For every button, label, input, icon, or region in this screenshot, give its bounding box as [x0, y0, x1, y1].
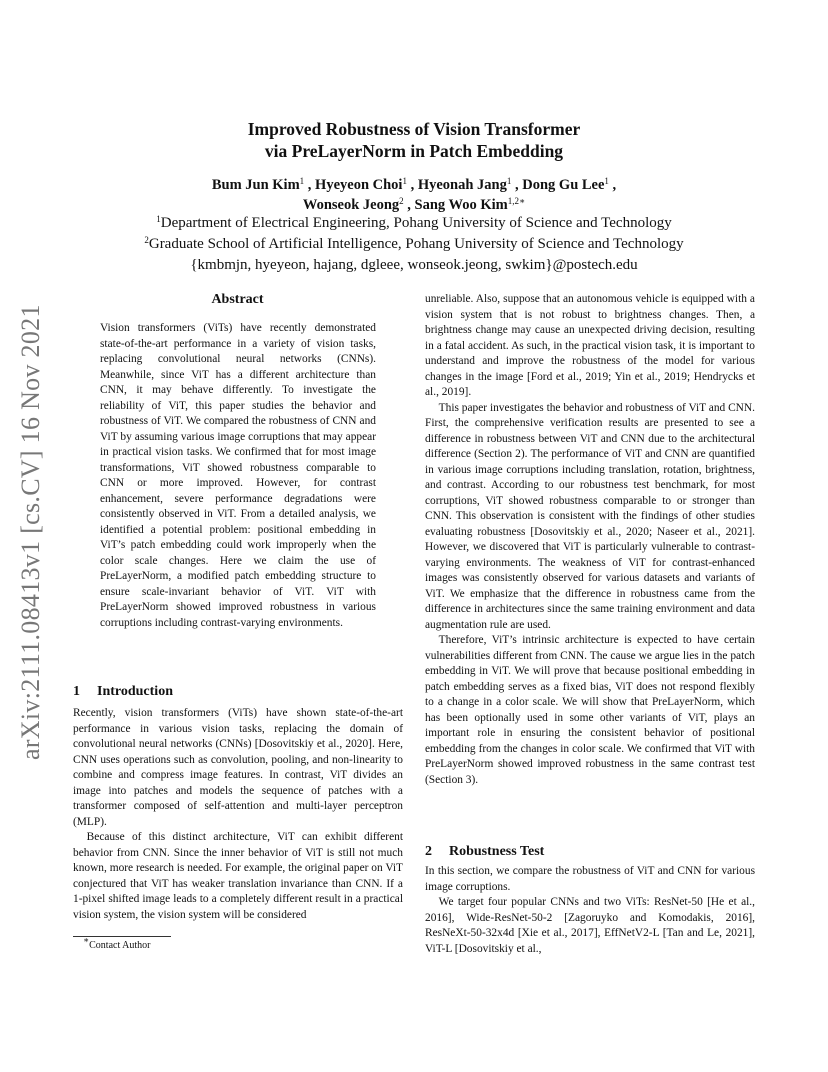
paper-title [100, 118, 728, 162]
author-name: Dong Gu Lee [522, 177, 605, 193]
paragraph: Because of this distinct architecture, ViT can exhibit different behavior from CNN. Since the inner behavior of ViT is still not much known, more research is needed. For example, the original paper on ViT conjectured that ViT has weaker translation invariance than CNN. If a 1-pixel shifted image leads to a completely different result in a practical vision system, the vision system will be considered [73, 831, 403, 921]
introduction-body [73, 706, 403, 923]
section-heading-robustness-test [425, 843, 544, 861]
author-line-2: Wonseok Jeong$^2$ , Sang Woo Kim$^{1,2∗}$ [302, 196, 526, 213]
author-name: Hyeyeon Choi [315, 177, 403, 193]
title-line-1: Improved Robustness of Vision Transformer [247, 119, 581, 139]
section-title: Introduction [97, 684, 173, 699]
title-line-2: via PreLayerNorm in Patch Embedding [264, 141, 564, 161]
footnote-mark: ∗ [83, 935, 90, 945]
author-emails: {kmbmjn, hyeyeon, hajang, dgleee, wonseok.jeong, swkim}@postech.edu [190, 257, 638, 273]
author-name: Hyeonah Jang [417, 177, 507, 193]
author-name: Sang Woo Kim [414, 197, 508, 213]
author-list [60, 175, 768, 215]
affiliations [60, 213, 768, 276]
author-name: Bum Jun Kim [211, 177, 300, 193]
abstract-text: Vision transformers (ViTs) have recently demonstrated state-of-the-art performance in a variety of vision tasks, replacing convolutional neural networks (CNNs). Meanwhile, since ViT has a different architecture than CNN, it may behave differently. To investigate the reliability of ViT, this paper studies the behavior and robustness of ViT. We compared the robustness of CNN and ViT by assuming various image corruptions that may appear in practical vision tasks. We confirmed that for most image transformations, ViT showed robustness comparable to CNN or more improved. However, for contrast enhancement, severe performance degradations were consistently observed in ViT. From a detailed analysis, we identified a potential problem: positional embedding in ViT’s patch embedding could work improperly when the color scale changes. Here we claim the use of PreLayerNorm, a modified patch embedding structure to ensure scale-invariant behavior of ViT. ViT with PreLayerNorm showed improved robustness in various corruptions including contrast-varying environments. [100, 322, 376, 629]
affiliation-2: $^2$Graduate School of Artificial Intelligence, Pohang University of Science and Technology [144, 235, 684, 252]
paragraph: In this section, we compare the robustness of ViT and CNN for various image corruptions. [425, 865, 755, 893]
right-column-body [425, 292, 755, 788]
arxiv-identifier: arXiv:2111.08413v1 [cs.CV] 16 Nov 2021 [16, 304, 45, 760]
paragraph: We target four popular CNNs and two ViTs: ResNet-50 [He et al., 2016], Wide-ResNet-50-2 [Zagoruyko and Komodakis, 2016], ResNeXt-50-32x4d [Xie et al., 2017], EffNetV2-L [Tan and Le, 2021], ViT-L [Dosovitskiy et al., [425, 896, 755, 955]
affiliation-1: $^1$Department of Electrical Engineering, Pohang University of Science and Technology [156, 214, 672, 231]
author-line-1: Bum Jun Kim$^1$ , Hyeyeon Choi$^1$ , Hyeonah Jang$^1$ , Dong Gu Lee$^1$ , [211, 176, 617, 193]
paragraph: unreliable. Also, suppose that an autonomous vehicle is equipped with a vision system that is not robust to brightness changes. Then, a brightness change may cause an unexpected driving decision, resulting in a fatal accident. As such, in the practical vision task, it is important to understand and improve the robustness of the model for various changes in the image [Ford et al., 2019; Yin et al., 2019; Hendrycks et al., 2019]. [425, 293, 755, 398]
section-title: Robustness Test [449, 844, 545, 859]
author-affil-mark: 1 [299, 176, 305, 186]
footnote: ∗Contact Author [83, 935, 151, 951]
author-affil-mark: 2 [399, 196, 404, 206]
paragraph: This paper investigates the behavior and robustness of ViT and CNN. First, the comprehensive verification results are presented to see a difference in robustness between ViT and CNN due to the architectural difference (Section 2). The performance of ViT and CNN are quantified in various image corruptions including translation, rotation, brightness, and contrast. According to our robustness test benchmark, for most corruptions, ViT showed robustness comparable to or stronger than CNN. This observation is consistent with the findings of other studies evaluating robustness [Dosovitskiy et al., 2020; Naseer et al., 2021]. However, we discovered that ViT is particularly vulnerable to contrast-varying environments. The weakness of ViT for contrast-enhanced images was consistently observed for various datasets and variants of ViT. We emphasize that the difference in robustness came from the difference in architectures since the same training environment and data augmentation rule are used. [425, 401, 755, 631]
paragraph: Recently, vision transformers (ViTs) have shown state-of-the-art performance in various vision tasks, replacing the domain of convolutional neural networks (CNNs) [Dosovitskiy et al., 2020]. Here, CNN uses operations such as convolution, pooling, and non-linearity to combine and compress image features. In contrast, ViT divides an image into patches and models the sequence of patches with a transformer composed of self-attention and multi-layer perceptron (MLP). [73, 707, 403, 828]
author-affil-mark: 1,2∗ [507, 196, 526, 206]
robustness-test-body [425, 864, 755, 957]
section-heading-introduction [73, 683, 173, 701]
author-affil-mark: 1 [506, 176, 512, 186]
section-number: 2 [425, 844, 432, 859]
author-name: Wonseok Jeong [302, 197, 400, 213]
section-number: 1 [73, 684, 80, 699]
abstract-heading: Abstract [211, 292, 264, 307]
author-affil-mark: 1 [402, 176, 407, 186]
author-affil-mark: 1 [604, 176, 609, 186]
paragraph: Therefore, ViT’s intrinsic architecture is expected to have certain vulnerabilities different from CNN. The cause we argue lies in the patch embedding in ViT. We will prove that because positional embedding in patch embedding serves as a fixed bias, ViT does not respond flexibly to a change in a color scale. We will show that PreLayerNorm, which has been optionally used in some other variants of ViT, plays an important role in ensuring the consistent behavior of positional embedding from the changes in color scale. We confirmed that ViT with PreLayerNorm showed improved robustness in the same contrast test (Section 3). [425, 634, 755, 786]
